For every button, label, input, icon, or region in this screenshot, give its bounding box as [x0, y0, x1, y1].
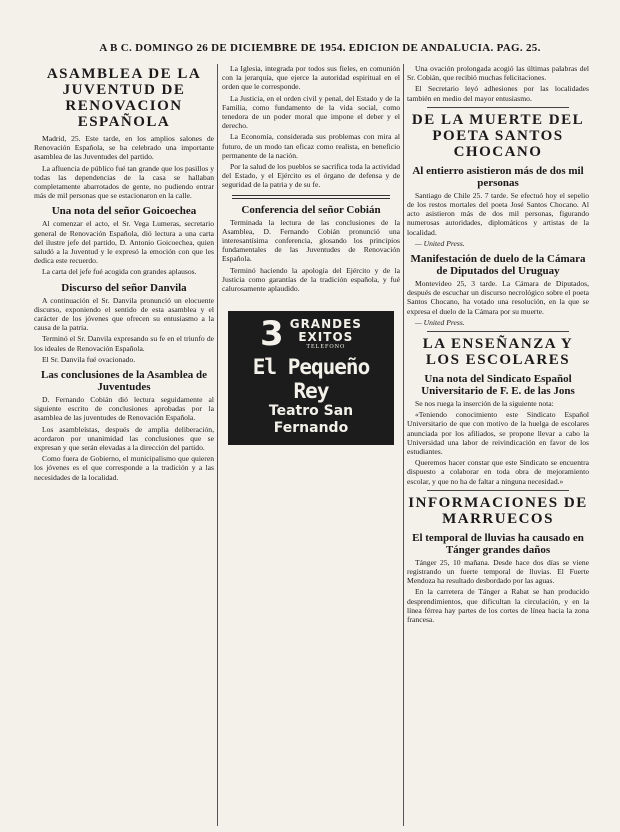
- section-divider: [427, 331, 569, 332]
- section-divider: [427, 490, 569, 491]
- paragraph: La Economía, considerada sus problemas con mira al futuro, de un modo tan eficaz como realista, en beneficio permanente de la nación.: [222, 132, 400, 160]
- article-title-ensenanza: LA ENSEÑANZA Y LOS ESCOLARES: [422, 336, 574, 369]
- agency-signature: — United Press.: [415, 238, 465, 248]
- paragraph: La Iglesia, integrada por todos sus fieles, en comunión con la jerarquía, que ejerce la autoridad espiritual en el orden que le corresponde.: [222, 64, 400, 92]
- paragraph: Al comenzar el acto, el Sr. Vega Lumeras, secretario general de Renovación Española, dió lectura a una carta del ilustre jefe del partido, D. Antonio Goicoechea, quien saludó a la Juventud y le expresó la emoción con que les dedica este recuerdo.: [34, 219, 214, 266]
- column-1: [34, 64, 214, 826]
- subheading-sindicato: Una nota del Sindicato Español Universitario de F. E. de las Jons: [421, 373, 575, 398]
- ad-number: 3: [260, 314, 284, 355]
- paragraph: Madrid, 25. Este tarde, en los amplios salones de Renovación Española, se ha celebrado una importante asamblea de las Juventudes del partido.: [34, 134, 214, 162]
- paragraph: El Secretario leyó adhesiones por las localidades también en medio del mayor entusiasmo.: [407, 84, 589, 103]
- ad-line: GRANDES: [289, 317, 362, 332]
- paragraph: Se nos ruega la inserción de la siguiente nota:: [415, 399, 554, 409]
- paragraph: Una ovación prolongada acogió las últimas palabras del Sr. Cobián, que recibió muchas felicitaciones.: [407, 64, 589, 83]
- column-3: [407, 64, 589, 826]
- paragraph: La Justicia, en el orden civil y penal, del Estado y de la Familia, como fundamento de la vida social, como tenedora de un poder moral que impone el deber y el derecho.: [222, 93, 400, 131]
- article-title-marruecos: INFORMACIONES DE MARRUECOS: [408, 494, 588, 527]
- paragraph: Montevideo 25, 3 tarde. La Cámara de Diputados, después de escuchar un discurso necrológico sobre el poeta Santos Chocano, ha votado una resolución, en la que se expresa el duelo de la Cámara por su muerte.: [407, 279, 589, 316]
- subheading-conclusiones: Las conclusiones de la Asamblea de Juventudes: [41, 369, 207, 394]
- paragraph: Terminó el Sr. Danvila expresando su fe en el triunfo de los ideales de Renovación Española.: [34, 334, 214, 353]
- column-rule: [217, 64, 218, 826]
- paragraph: Por la salud de los pueblos se sacrifica toda la actividad del Estado, y el Ejército es el órgano de defensa y de seguridad de la patria y de su fe.: [222, 162, 400, 190]
- subheading-danvila: Discurso del señor Danvila: [61, 281, 187, 294]
- ad-theatre-name: Teatro San Fernando: [268, 403, 354, 437]
- paragraph: La afluencia de público fué tan grande que los pasillos y todas las dependencias de la casa se hallaban completamente abarrotados de gente, no pudiendo entrar más de mil personas que se estacionaron en la calle.: [34, 163, 214, 201]
- article-title-chocano: DE LA MUERTE DEL POETA SANTOS CHOCANO: [411, 111, 585, 160]
- paragraph: Tánger 25, 10 mañana. Desde hace dos días se viene registrando un fuerte temporal de lluvias. El Fuerte Mendoza ha resultado desbordado por las aguas.: [407, 557, 589, 586]
- paragraph: Terminó haciendo la apología del Ejército y de la Justicia como garantías de la tradición española, y fué calurosamente aplaudido.: [222, 265, 400, 294]
- subheading-goicoechea: Una nota del señor Goicoechea: [51, 205, 197, 218]
- subheading-uruguay: Manifestación de duelo de la Cámara de Diputados del Uruguay: [410, 253, 586, 278]
- agency-signature: — United Press.: [415, 317, 465, 327]
- paragraph: Queremos hacer constar que este Sindicato se encuentra dispuesto a colaborar en toda obra de mejoramiento escolar, y que no ha de faltar a ninguna necesidad.»: [407, 458, 589, 486]
- ad-show-title: El Pequeño Rey: [252, 355, 370, 404]
- subheading-cobian: Conferencia del señor Cobián: [241, 203, 381, 216]
- paragraph: En la carretera de Tánger a Rabat se han producido desprendimientos, que dificultan la circulación, y en la línea férrea hay partes de los cortes de línea hacia la zona francesa.: [407, 587, 589, 625]
- paragraph: Los asambleístas, después de amplia deliberación, acordaron por unanimidad las conclusiones que se expresan y que serán elevadas a la dirección del partido.: [34, 424, 214, 453]
- article-title-asamblea: ASAMBLEA DE LA JUVENTUD DE RENOVACION ESPAÑOLA: [46, 66, 202, 130]
- paragraph: El Sr. Danvila fué ovacionado.: [42, 354, 136, 364]
- paragraph: A continuación el Sr. Danvila pronunció un elocuente discurso, exponiendo el sentido de esta asamblea y el carácter de los jóvenes que ofrecen su entusiasmo a la causa de la patria.: [34, 295, 214, 333]
- subheading-temporal: El temporal de lluvias ha causado en Tánger grandes daños: [412, 531, 584, 556]
- ad-line: EXITOS: [298, 330, 354, 345]
- section-divider: [232, 195, 390, 199]
- paragraph: Santiago de Chile 25. 7 tarde. Se efectuó hoy el sepelio de los restos mortales del poeta José Santos Chocano. Al acto asistieron más de dos mil personas, figurando numerosas autoridades, diplomáticos y artistas de la localidad.: [407, 190, 589, 237]
- column-rule: [403, 64, 404, 826]
- running-head: A B C. DOMINGO 26 DE DICIEMBRE DE 1954. EDICION DE ANDALUCIA. PAG. 25.: [99, 42, 541, 54]
- section-divider: [427, 107, 569, 108]
- paragraph: D. Fernando Cobián dió lectura seguidamente al siguiente escrito de conclusiones aprobadas por la asamblea de las juventudes de Renovación Española.: [34, 395, 214, 423]
- paragraph: Terminada la lectura de las conclusiones de la Asamblea, D. Fernando Cobián pronunció una interesantísima conferencia, glosando los principios fundamentales de las Juventudes de Renovación Española.: [222, 217, 400, 264]
- column-2: [222, 64, 400, 826]
- ad-subline: TELEFONO: [306, 344, 346, 351]
- paragraph: «Teniendo conocimiento este Sindicato Español Universitario de que con motivo de la huelga de escolares anunciada por los afiliados, se propone llevar a cabo la Universidad una labor de reivindicación en favor de los estudiantes.: [407, 410, 589, 457]
- subheading-entierro: Al entierro asistieron más de dos mil personas: [412, 164, 584, 189]
- paragraph: Como fuera de Gobierno, el municipalismo que quieren los jóvenes es el que corresponde a la tradición y a las necesidades de la localidad.: [34, 454, 214, 482]
- theatre-advertisement: [228, 311, 394, 445]
- paragraph: La carta del jefe fué acogida con grandes aplausos.: [42, 267, 197, 277]
